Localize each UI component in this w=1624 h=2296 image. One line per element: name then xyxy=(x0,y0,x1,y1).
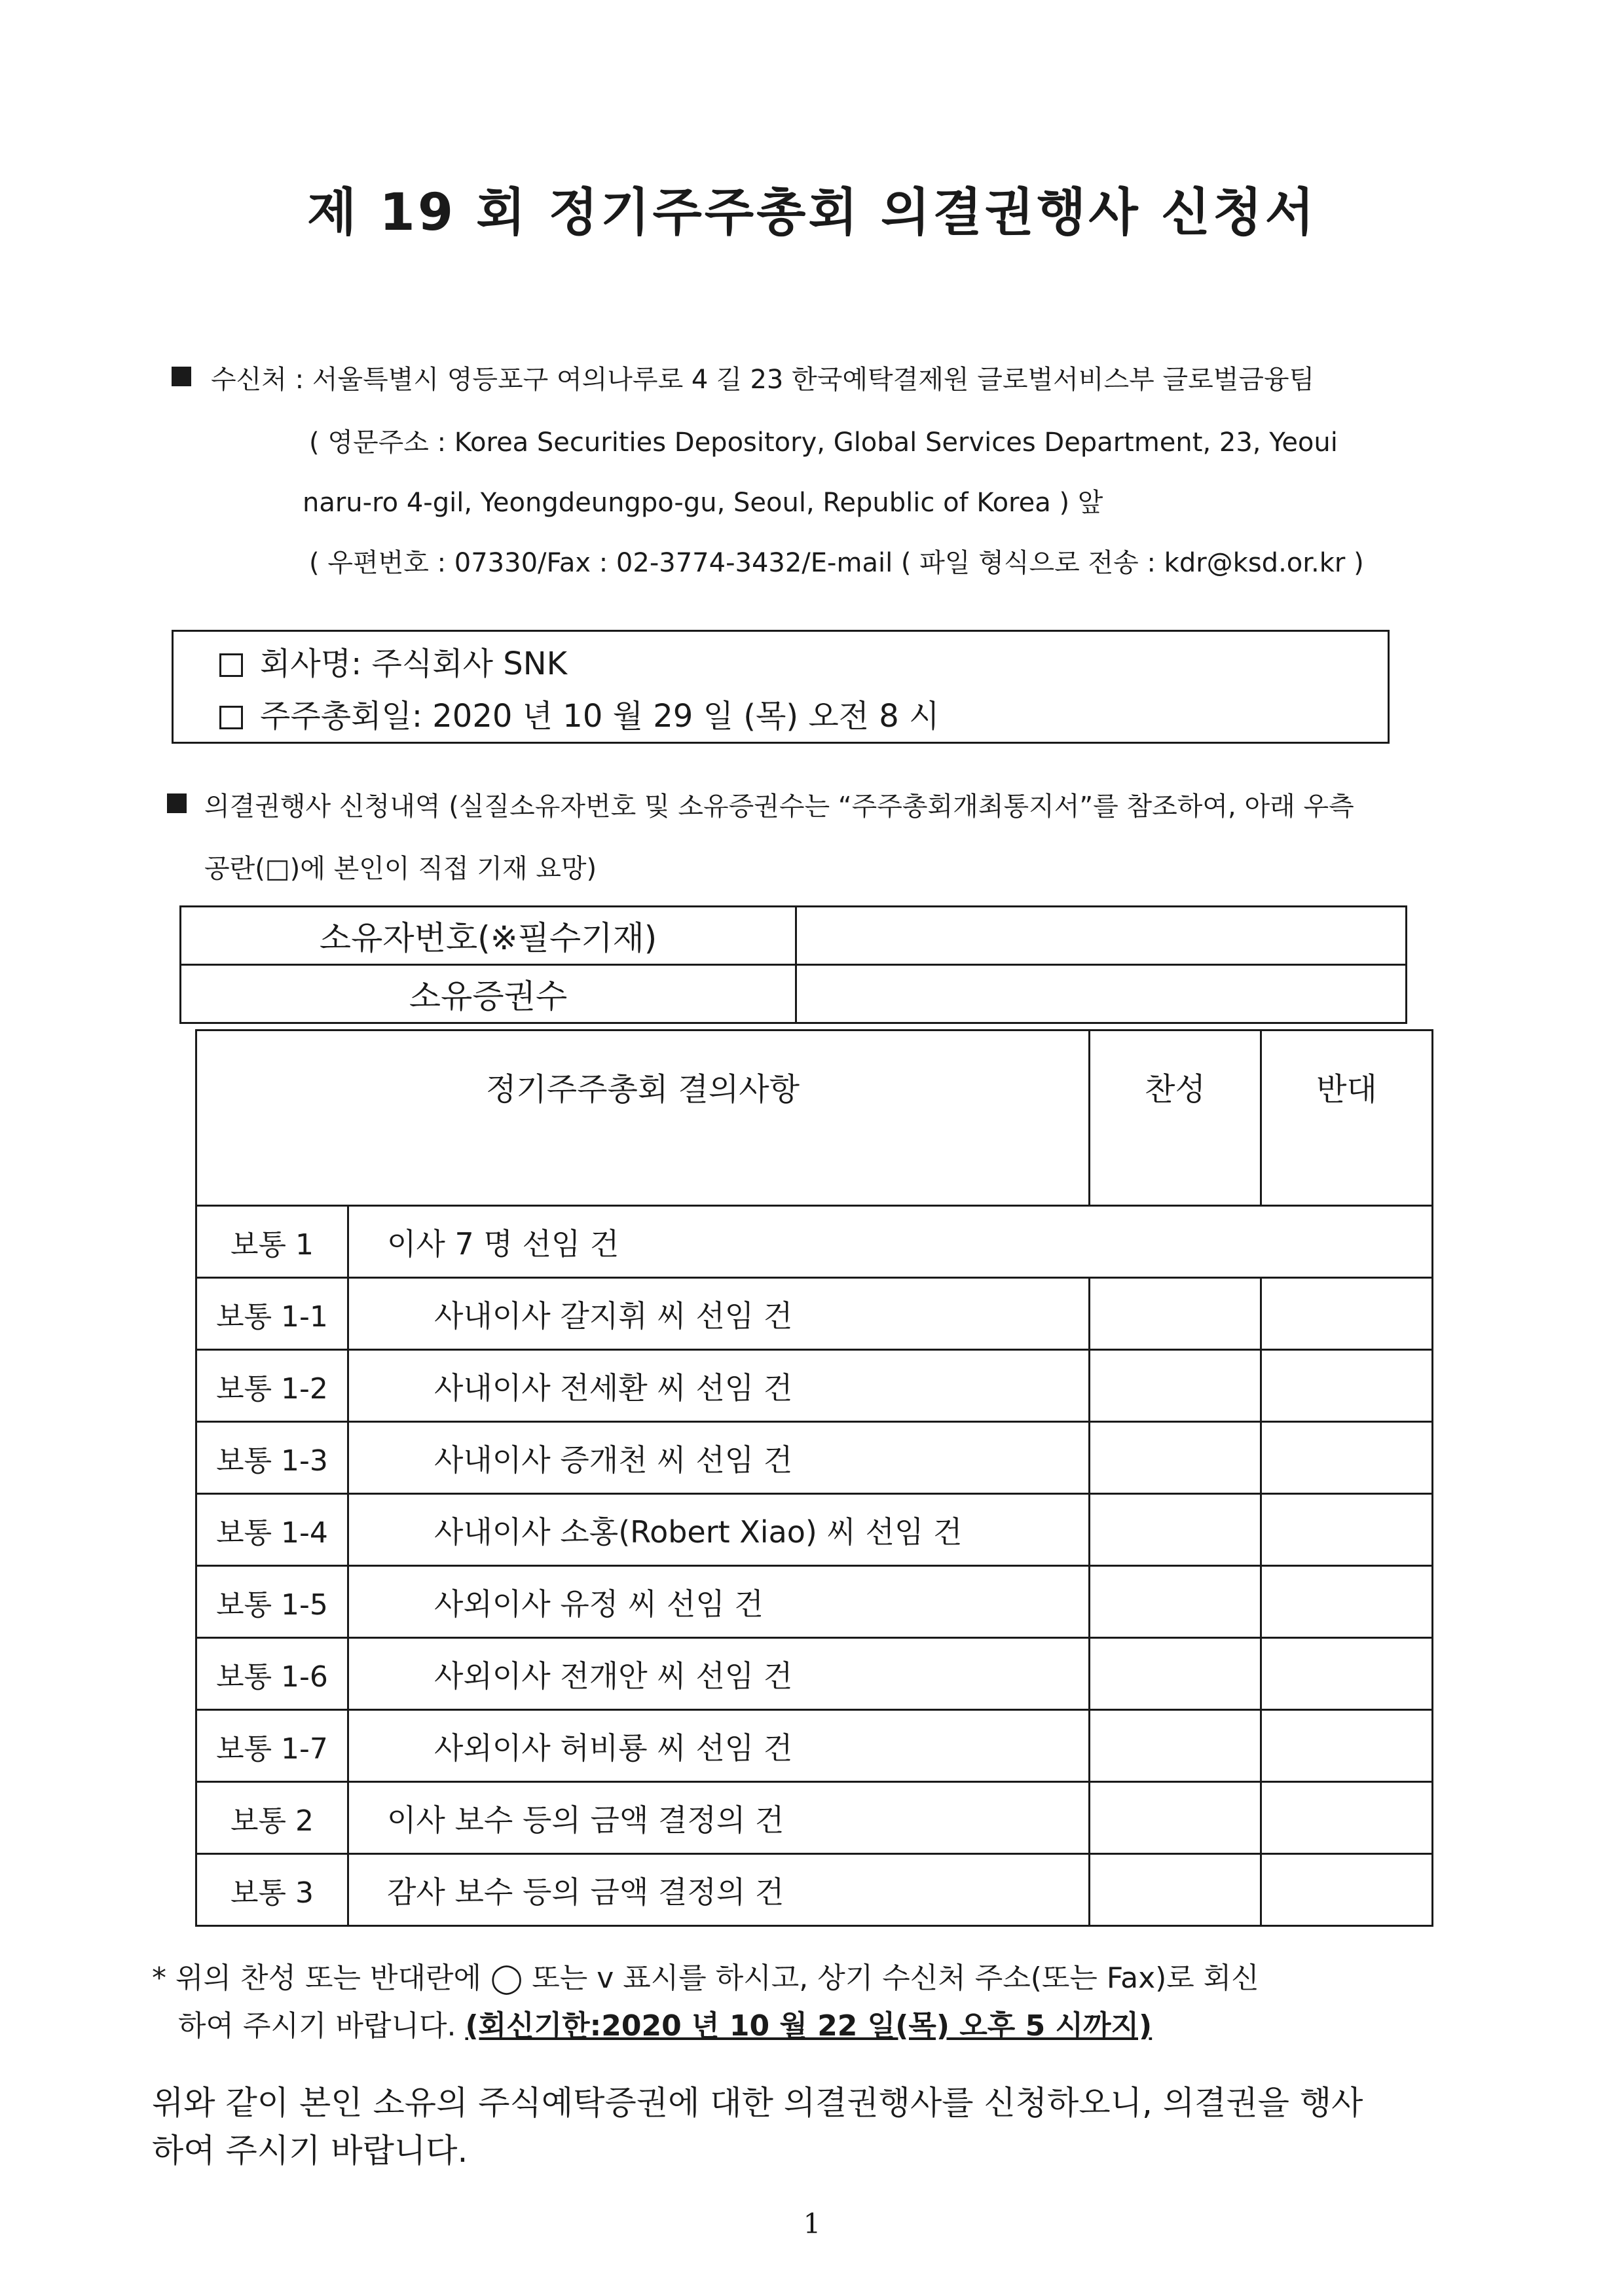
details-instruction: 의결권행사 신청내역 (실질소유자번호 및 소유증권수는 “주주총회개최통지서”를 참조하여, 아래 우측 xyxy=(204,792,1354,822)
vote-against-cell[interactable] xyxy=(1261,1638,1433,1710)
resolution-number: 보통 1-6 xyxy=(196,1638,348,1710)
vote-against-cell[interactable] xyxy=(1261,1566,1433,1638)
resolution-item: 감사 보수 등의 금액 결정의 건 xyxy=(348,1854,1090,1926)
recipient-english-address: ( 영문주소 : Korea Securities Depository, Global Services Department, 23, Yeoui xyxy=(309,428,1338,458)
resolution-item: 이사 7 명 선임 건 xyxy=(348,1206,1433,1278)
table-row xyxy=(196,1638,1433,1710)
table-row xyxy=(196,1206,1433,1278)
meeting-date-checkbox[interactable] xyxy=(219,706,243,729)
vote-against-cell[interactable] xyxy=(1261,1710,1433,1782)
meeting-date: 주주총회일: 2020 년 10 월 29 일 (목) 오전 8 시 xyxy=(260,698,940,735)
vote-against-cell[interactable] xyxy=(1261,1350,1433,1422)
note-text: 하여 주시기 바랍니다. xyxy=(178,2009,456,2043)
table-row xyxy=(196,1710,1433,1782)
reply-deadline: (회신기한:2020 년 10 월 22 일(목) 오후 5 시까지) xyxy=(465,2009,1153,2043)
table-row xyxy=(196,1566,1433,1638)
vote-for-cell[interactable] xyxy=(1090,1638,1261,1710)
company-name-checkbox[interactable] xyxy=(219,653,243,677)
table-row xyxy=(196,1494,1433,1566)
ownership-table xyxy=(179,905,1407,1024)
vote-for-cell[interactable] xyxy=(1090,1854,1261,1926)
against-header: 반대 xyxy=(1261,1030,1433,1206)
table-row xyxy=(196,1422,1433,1494)
owner-number-label: 소유자번호(※필수기재) xyxy=(181,907,796,965)
table-row xyxy=(196,1782,1433,1854)
voting-instruction-note: * 위의 찬성 또는 반대란에 ◯ 또는 v 표시를 하시고, 상기 수신처 주소(또는 Fax)로 회신 xyxy=(152,1961,1259,1995)
resolution-item: 사내이사 전세환 씨 선임 건 xyxy=(348,1350,1090,1422)
vote-for-cell[interactable] xyxy=(1090,1710,1261,1782)
vote-against-cell[interactable] xyxy=(1261,1782,1433,1854)
resolution-number: 보통 1-5 xyxy=(196,1566,348,1638)
details-instruction-cont: 공란(□)에 본인이 직접 기재 요망) xyxy=(204,854,597,884)
resolution-item: 사외이사 유정 씨 선임 건 xyxy=(348,1566,1090,1638)
table-row xyxy=(196,1854,1433,1926)
table-row xyxy=(196,1350,1433,1422)
company-info-box xyxy=(172,630,1390,744)
resolutions-header: 정기주주총회 결의사항 xyxy=(196,1030,1090,1206)
bullet-square xyxy=(167,793,187,813)
resolution-number: 보통 1-7 xyxy=(196,1710,348,1782)
resolution-number: 보통 1-4 xyxy=(196,1494,348,1566)
resolution-item: 사내이사 증개천 씨 선임 건 xyxy=(348,1422,1090,1494)
table-row xyxy=(196,1278,1433,1350)
resolution-number: 보통 1-1 xyxy=(196,1278,348,1350)
resolutions-table xyxy=(195,1029,1433,1927)
vote-for-cell[interactable] xyxy=(1090,1422,1261,1494)
resolution-item: 이사 보수 등의 금액 결정의 건 xyxy=(348,1782,1090,1854)
bullet-square xyxy=(172,367,191,386)
company-name: 회사명: 주식회사 SNK xyxy=(260,646,568,682)
resolution-number: 보통 3 xyxy=(196,1854,348,1926)
company-name-row xyxy=(219,638,567,683)
resolution-number: 보통 2 xyxy=(196,1782,348,1854)
vote-against-cell[interactable] xyxy=(1261,1278,1433,1350)
closing-statement-cont: 하여 주시기 바랍니다. xyxy=(152,2132,468,2170)
resolution-number: 보통 1-3 xyxy=(196,1422,348,1494)
page-title: 제 19 회 정기주주총회 의결권행사 신청서 xyxy=(307,183,1317,242)
resolution-item: 사내이사 갈지휘 씨 선임 건 xyxy=(348,1278,1090,1350)
vote-for-cell[interactable] xyxy=(1090,1350,1261,1422)
resolution-number: 보통 1 xyxy=(196,1206,348,1278)
page-number: 1 xyxy=(803,2208,821,2240)
vote-against-cell[interactable] xyxy=(1261,1854,1433,1926)
for-header: 찬성 xyxy=(1090,1030,1261,1206)
vote-against-cell[interactable] xyxy=(1261,1494,1433,1566)
shares-input[interactable] xyxy=(796,965,1407,1023)
resolution-item: 사외이사 전개안 씨 선임 건 xyxy=(348,1638,1090,1710)
owner-number-row xyxy=(181,907,1407,965)
recipient-english-address-cont: naru-ro 4-gil, Yeongdeungpo-gu, Seoul, Republic of Korea ) 앞 xyxy=(303,488,1103,518)
voting-instruction-note-cont xyxy=(178,2002,1152,2044)
resolutions-header-row xyxy=(196,1030,1433,1206)
resolution-number: 보통 1-2 xyxy=(196,1350,348,1422)
shares-row xyxy=(181,965,1407,1023)
vote-for-cell[interactable] xyxy=(1090,1566,1261,1638)
vote-against-cell[interactable] xyxy=(1261,1422,1433,1494)
meeting-date-row xyxy=(219,691,939,736)
shares-label: 소유증권수 xyxy=(181,965,796,1023)
recipient-contact: ( 우편번호 : 07330/Fax : 02-3774-3432/E-mail ( 파일 형식으로 전송 : kdr@ksd.or.kr ) xyxy=(309,548,1364,578)
vote-for-cell[interactable] xyxy=(1090,1782,1261,1854)
vote-for-cell[interactable] xyxy=(1090,1278,1261,1350)
recipient-address: 수신처 : 서울특별시 영등포구 여의나루로 4 길 23 한국예탁결제원 글로벌서비스부 글로벌금융팀 xyxy=(211,365,1315,395)
closing-statement: 위와 같이 본인 소유의 주식예탁증권에 대한 의결권행사를 신청하오니, 의결권을 행사 xyxy=(152,2084,1363,2122)
resolution-item: 사외이사 허비룡 씨 선임 건 xyxy=(348,1710,1090,1782)
resolution-item: 사내이사 소홍(Robert Xiao) 씨 선임 건 xyxy=(348,1494,1090,1566)
vote-for-cell[interactable] xyxy=(1090,1494,1261,1566)
owner-number-input[interactable] xyxy=(796,907,1407,965)
